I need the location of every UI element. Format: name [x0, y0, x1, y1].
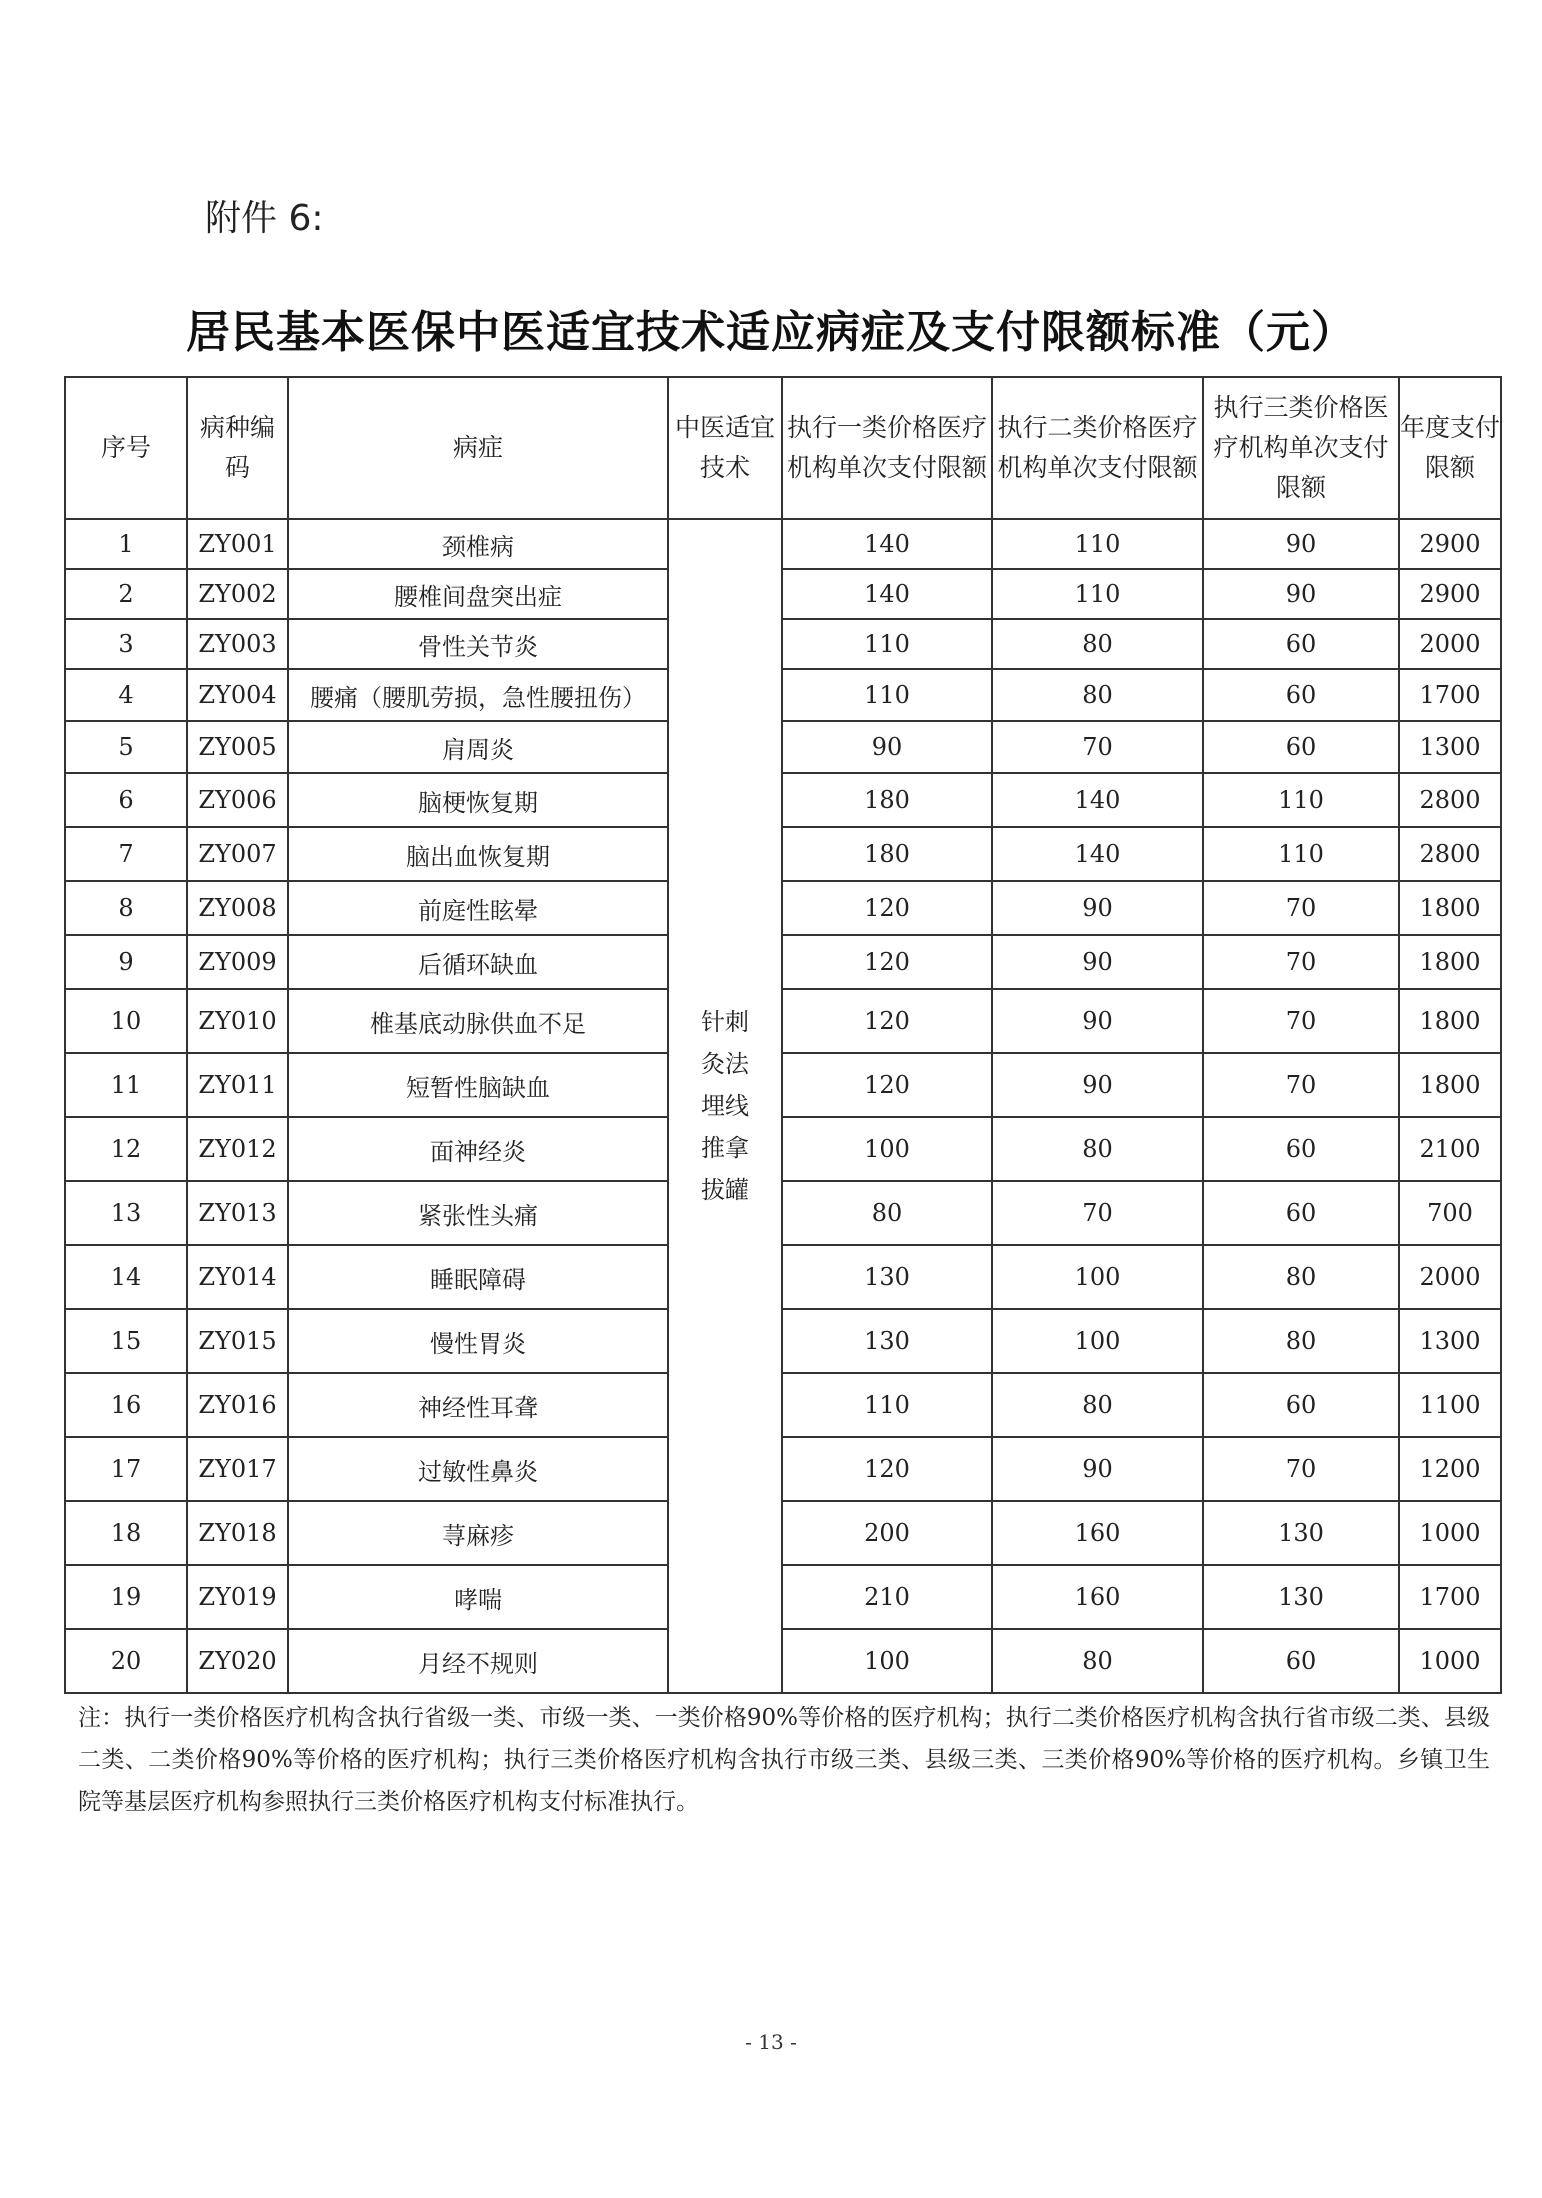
header-seq: 序号 [65, 377, 187, 519]
cell-class2-limit: 80 [992, 669, 1203, 721]
cell-seq: 11 [65, 1053, 187, 1117]
header-technique: 中医适宜技术 [668, 377, 782, 519]
cell-class3-limit: 60 [1203, 1117, 1399, 1181]
cell-seq: 12 [65, 1117, 187, 1181]
cell-annual-limit: 700 [1399, 1181, 1501, 1245]
cell-code: ZY013 [187, 1181, 288, 1245]
cell-code: ZY014 [187, 1245, 288, 1309]
cell-class3-limit: 110 [1203, 773, 1399, 827]
table-header-row [65, 377, 1501, 519]
cell-code: ZY010 [187, 989, 288, 1053]
attachment-label: 附件 6: [205, 198, 324, 239]
technique-line: 埋线 [701, 1092, 749, 1120]
cell-class1-limit: 180 [782, 827, 992, 881]
table-body [65, 519, 1501, 1693]
cell-disease: 脑出血恢复期 [288, 827, 668, 881]
cell-class2-limit: 90 [992, 881, 1203, 935]
cell-class3-limit: 60 [1203, 1181, 1399, 1245]
cell-class3-limit: 60 [1203, 669, 1399, 721]
cell-class3-limit: 70 [1203, 881, 1399, 935]
cell-class3-limit: 110 [1203, 827, 1399, 881]
cell-code: ZY004 [187, 669, 288, 721]
cell-annual-limit: 2100 [1399, 1117, 1501, 1181]
cell-class3-limit: 70 [1203, 989, 1399, 1053]
cell-code: ZY016 [187, 1373, 288, 1437]
cell-seq: 18 [65, 1501, 187, 1565]
cell-class1-limit: 120 [782, 1437, 992, 1501]
cell-class1-limit: 120 [782, 1053, 992, 1117]
cell-code: ZY011 [187, 1053, 288, 1117]
table-row [65, 1309, 1501, 1373]
cell-class3-limit: 60 [1203, 1629, 1399, 1693]
page-number: - 13 - [745, 2030, 797, 2054]
cell-seq: 3 [65, 619, 187, 669]
cell-annual-limit: 2000 [1399, 1245, 1501, 1309]
cell-disease: 神经性耳聋 [288, 1373, 668, 1437]
cell-seq: 19 [65, 1565, 187, 1629]
cell-class1-limit: 80 [782, 1181, 992, 1245]
cell-class3-limit: 70 [1203, 935, 1399, 989]
cell-annual-limit: 1800 [1399, 881, 1501, 935]
cell-class2-limit: 140 [992, 773, 1203, 827]
cell-disease: 脑梗恢复期 [288, 773, 668, 827]
cell-code: ZY005 [187, 721, 288, 773]
table-row [65, 935, 1501, 989]
cell-seq: 16 [65, 1373, 187, 1437]
cell-class3-limit: 130 [1203, 1565, 1399, 1629]
header-code: 病种编码 [187, 377, 288, 519]
table-row [65, 519, 1501, 569]
cell-annual-limit: 1100 [1399, 1373, 1501, 1437]
table-row [65, 669, 1501, 721]
cell-disease: 荨麻疹 [288, 1501, 668, 1565]
cell-disease: 过敏性鼻炎 [288, 1437, 668, 1501]
cell-class3-limit: 130 [1203, 1501, 1399, 1565]
table-row [65, 1565, 1501, 1629]
cell-class2-limit: 90 [992, 989, 1203, 1053]
cell-annual-limit: 1700 [1399, 669, 1501, 721]
cell-annual-limit: 2800 [1399, 773, 1501, 827]
cell-annual-limit: 1700 [1399, 1565, 1501, 1629]
cell-code: ZY001 [187, 519, 288, 569]
cell-annual-limit: 1200 [1399, 1437, 1501, 1501]
cell-class3-limit: 60 [1203, 619, 1399, 669]
cell-class3-limit: 60 [1203, 1373, 1399, 1437]
cell-code: ZY017 [187, 1437, 288, 1501]
cell-class1-limit: 100 [782, 1629, 992, 1693]
cell-disease: 骨性关节炎 [288, 619, 668, 669]
cell-class1-limit: 110 [782, 669, 992, 721]
cell-code: ZY019 [187, 1565, 288, 1629]
cell-class1-limit: 120 [782, 881, 992, 935]
cell-class1-limit: 140 [782, 519, 992, 569]
table-row [65, 1117, 1501, 1181]
cell-code: ZY006 [187, 773, 288, 827]
cell-disease: 前庭性眩晕 [288, 881, 668, 935]
header-disease: 病症 [288, 377, 668, 519]
cell-class2-limit: 90 [992, 1053, 1203, 1117]
cell-disease: 后循环缺血 [288, 935, 668, 989]
cell-class2-limit: 70 [992, 1181, 1203, 1245]
cell-class1-limit: 90 [782, 721, 992, 773]
cell-class1-limit: 120 [782, 989, 992, 1053]
cell-code: ZY007 [187, 827, 288, 881]
table-row [65, 1373, 1501, 1437]
cell-disease: 慢性胃炎 [288, 1309, 668, 1373]
cell-disease: 肩周炎 [288, 721, 668, 773]
footnote: 注：执行一类价格医疗机构含执行省级一类、市级一类、一类价格90%等价格的医疗机构；执行二类价格医疗机构含执行省市级二类、县级二类、二类价格90%等价格的医疗机构；执行三类价格医疗机构含执行市级三类、县级三类、三类价格90%等价格的医疗机构。乡镇卫生院等基层医疗机构参照执行三类价格医疗机构支付标准执行。 [78, 1705, 1490, 1815]
cell-annual-limit: 2800 [1399, 827, 1501, 881]
cell-code: ZY008 [187, 881, 288, 935]
cell-seq: 8 [65, 881, 187, 935]
cell-seq: 20 [65, 1629, 187, 1693]
cell-annual-limit: 1300 [1399, 721, 1501, 773]
cell-class1-limit: 130 [782, 1309, 992, 1373]
cell-class2-limit: 90 [992, 1437, 1203, 1501]
cell-seq: 13 [65, 1181, 187, 1245]
table-row [65, 569, 1501, 619]
cell-disease: 腰痛（腰肌劳损，急性腰扭伤） [288, 669, 668, 721]
table-row [65, 989, 1501, 1053]
cell-disease: 腰椎间盘突出症 [288, 569, 668, 619]
cell-class2-limit: 160 [992, 1501, 1203, 1565]
cell-class3-limit: 80 [1203, 1309, 1399, 1373]
cell-class1-limit: 200 [782, 1501, 992, 1565]
table-row [65, 1629, 1501, 1693]
cell-seq: 4 [65, 669, 187, 721]
cell-class2-limit: 70 [992, 721, 1203, 773]
cell-technique [668, 519, 782, 1693]
technique-line: 推拿 [701, 1134, 749, 1162]
cell-class1-limit: 210 [782, 1565, 992, 1629]
cell-seq: 2 [65, 569, 187, 619]
cell-seq: 14 [65, 1245, 187, 1309]
cell-class2-limit: 140 [992, 827, 1203, 881]
cell-annual-limit: 1800 [1399, 1053, 1501, 1117]
cell-class1-limit: 140 [782, 569, 992, 619]
cell-class1-limit: 130 [782, 1245, 992, 1309]
cell-class1-limit: 110 [782, 1373, 992, 1437]
cell-seq: 10 [65, 989, 187, 1053]
technique-line: 针刺 [701, 1008, 749, 1036]
cell-disease: 月经不规则 [288, 1629, 668, 1693]
cell-class2-limit: 90 [992, 935, 1203, 989]
cell-seq: 7 [65, 827, 187, 881]
cell-class3-limit: 90 [1203, 569, 1399, 619]
cell-disease: 椎基底动脉供血不足 [288, 989, 668, 1053]
table-row [65, 619, 1501, 669]
cell-class1-limit: 110 [782, 619, 992, 669]
cell-class3-limit: 90 [1203, 519, 1399, 569]
cell-seq: 5 [65, 721, 187, 773]
cell-code: ZY020 [187, 1629, 288, 1693]
header-class1-limit: 执行一类价格医疗机构单次支付限额 [782, 377, 992, 519]
cell-code: ZY015 [187, 1309, 288, 1373]
cell-class2-limit: 110 [992, 519, 1203, 569]
cell-code: ZY002 [187, 569, 288, 619]
document-title: 居民基本医保中医适宜技术适应病症及支付限额标准（元） [186, 307, 1356, 358]
cell-seq: 17 [65, 1437, 187, 1501]
cell-disease: 面神经炎 [288, 1117, 668, 1181]
cell-class2-limit: 80 [992, 1629, 1203, 1693]
table-row [65, 1245, 1501, 1309]
cell-code: ZY018 [187, 1501, 288, 1565]
cell-class2-limit: 100 [992, 1245, 1203, 1309]
header-annual-limit: 年度支付限额 [1399, 377, 1501, 519]
cell-class2-limit: 80 [992, 619, 1203, 669]
cell-class1-limit: 180 [782, 773, 992, 827]
cell-class3-limit: 80 [1203, 1245, 1399, 1309]
table-row [65, 773, 1501, 827]
cell-code: ZY003 [187, 619, 288, 669]
cell-class3-limit: 70 [1203, 1437, 1399, 1501]
cell-seq: 6 [65, 773, 187, 827]
cell-class2-limit: 80 [992, 1117, 1203, 1181]
cell-annual-limit: 1800 [1399, 935, 1501, 989]
cell-annual-limit: 1300 [1399, 1309, 1501, 1373]
cell-annual-limit: 2900 [1399, 519, 1501, 569]
table-row [65, 1501, 1501, 1565]
table-row [65, 827, 1501, 881]
cell-annual-limit: 2900 [1399, 569, 1501, 619]
cell-code: ZY012 [187, 1117, 288, 1181]
payment-limit-table [64, 376, 1502, 1694]
cell-seq: 15 [65, 1309, 187, 1373]
header-class3-limit: 执行三类价格医疗机构单次支付限额 [1203, 377, 1399, 519]
cell-disease: 睡眠障碍 [288, 1245, 668, 1309]
cell-class2-limit: 160 [992, 1565, 1203, 1629]
cell-annual-limit: 1800 [1399, 989, 1501, 1053]
cell-disease: 哮喘 [288, 1565, 668, 1629]
cell-class1-limit: 120 [782, 935, 992, 989]
table-row [65, 1437, 1501, 1501]
cell-annual-limit: 1000 [1399, 1629, 1501, 1693]
cell-class2-limit: 100 [992, 1309, 1203, 1373]
cell-disease: 短暂性脑缺血 [288, 1053, 668, 1117]
cell-class3-limit: 60 [1203, 721, 1399, 773]
cell-disease: 紧张性头痛 [288, 1181, 668, 1245]
cell-annual-limit: 1000 [1399, 1501, 1501, 1565]
header-class2-limit: 执行二类价格医疗机构单次支付限额 [992, 377, 1203, 519]
table-row [65, 1053, 1501, 1117]
cell-class1-limit: 100 [782, 1117, 992, 1181]
technique-line: 拔罐 [701, 1176, 749, 1204]
table-row [65, 721, 1501, 773]
cell-seq: 1 [65, 519, 187, 569]
cell-annual-limit: 2000 [1399, 619, 1501, 669]
cell-class2-limit: 110 [992, 569, 1203, 619]
table-row [65, 881, 1501, 935]
cell-class2-limit: 80 [992, 1373, 1203, 1437]
cell-seq: 9 [65, 935, 187, 989]
cell-code: ZY009 [187, 935, 288, 989]
cell-class3-limit: 70 [1203, 1053, 1399, 1117]
cell-disease: 颈椎病 [288, 519, 668, 569]
table-row [65, 1181, 1501, 1245]
technique-line: 灸法 [701, 1050, 749, 1078]
